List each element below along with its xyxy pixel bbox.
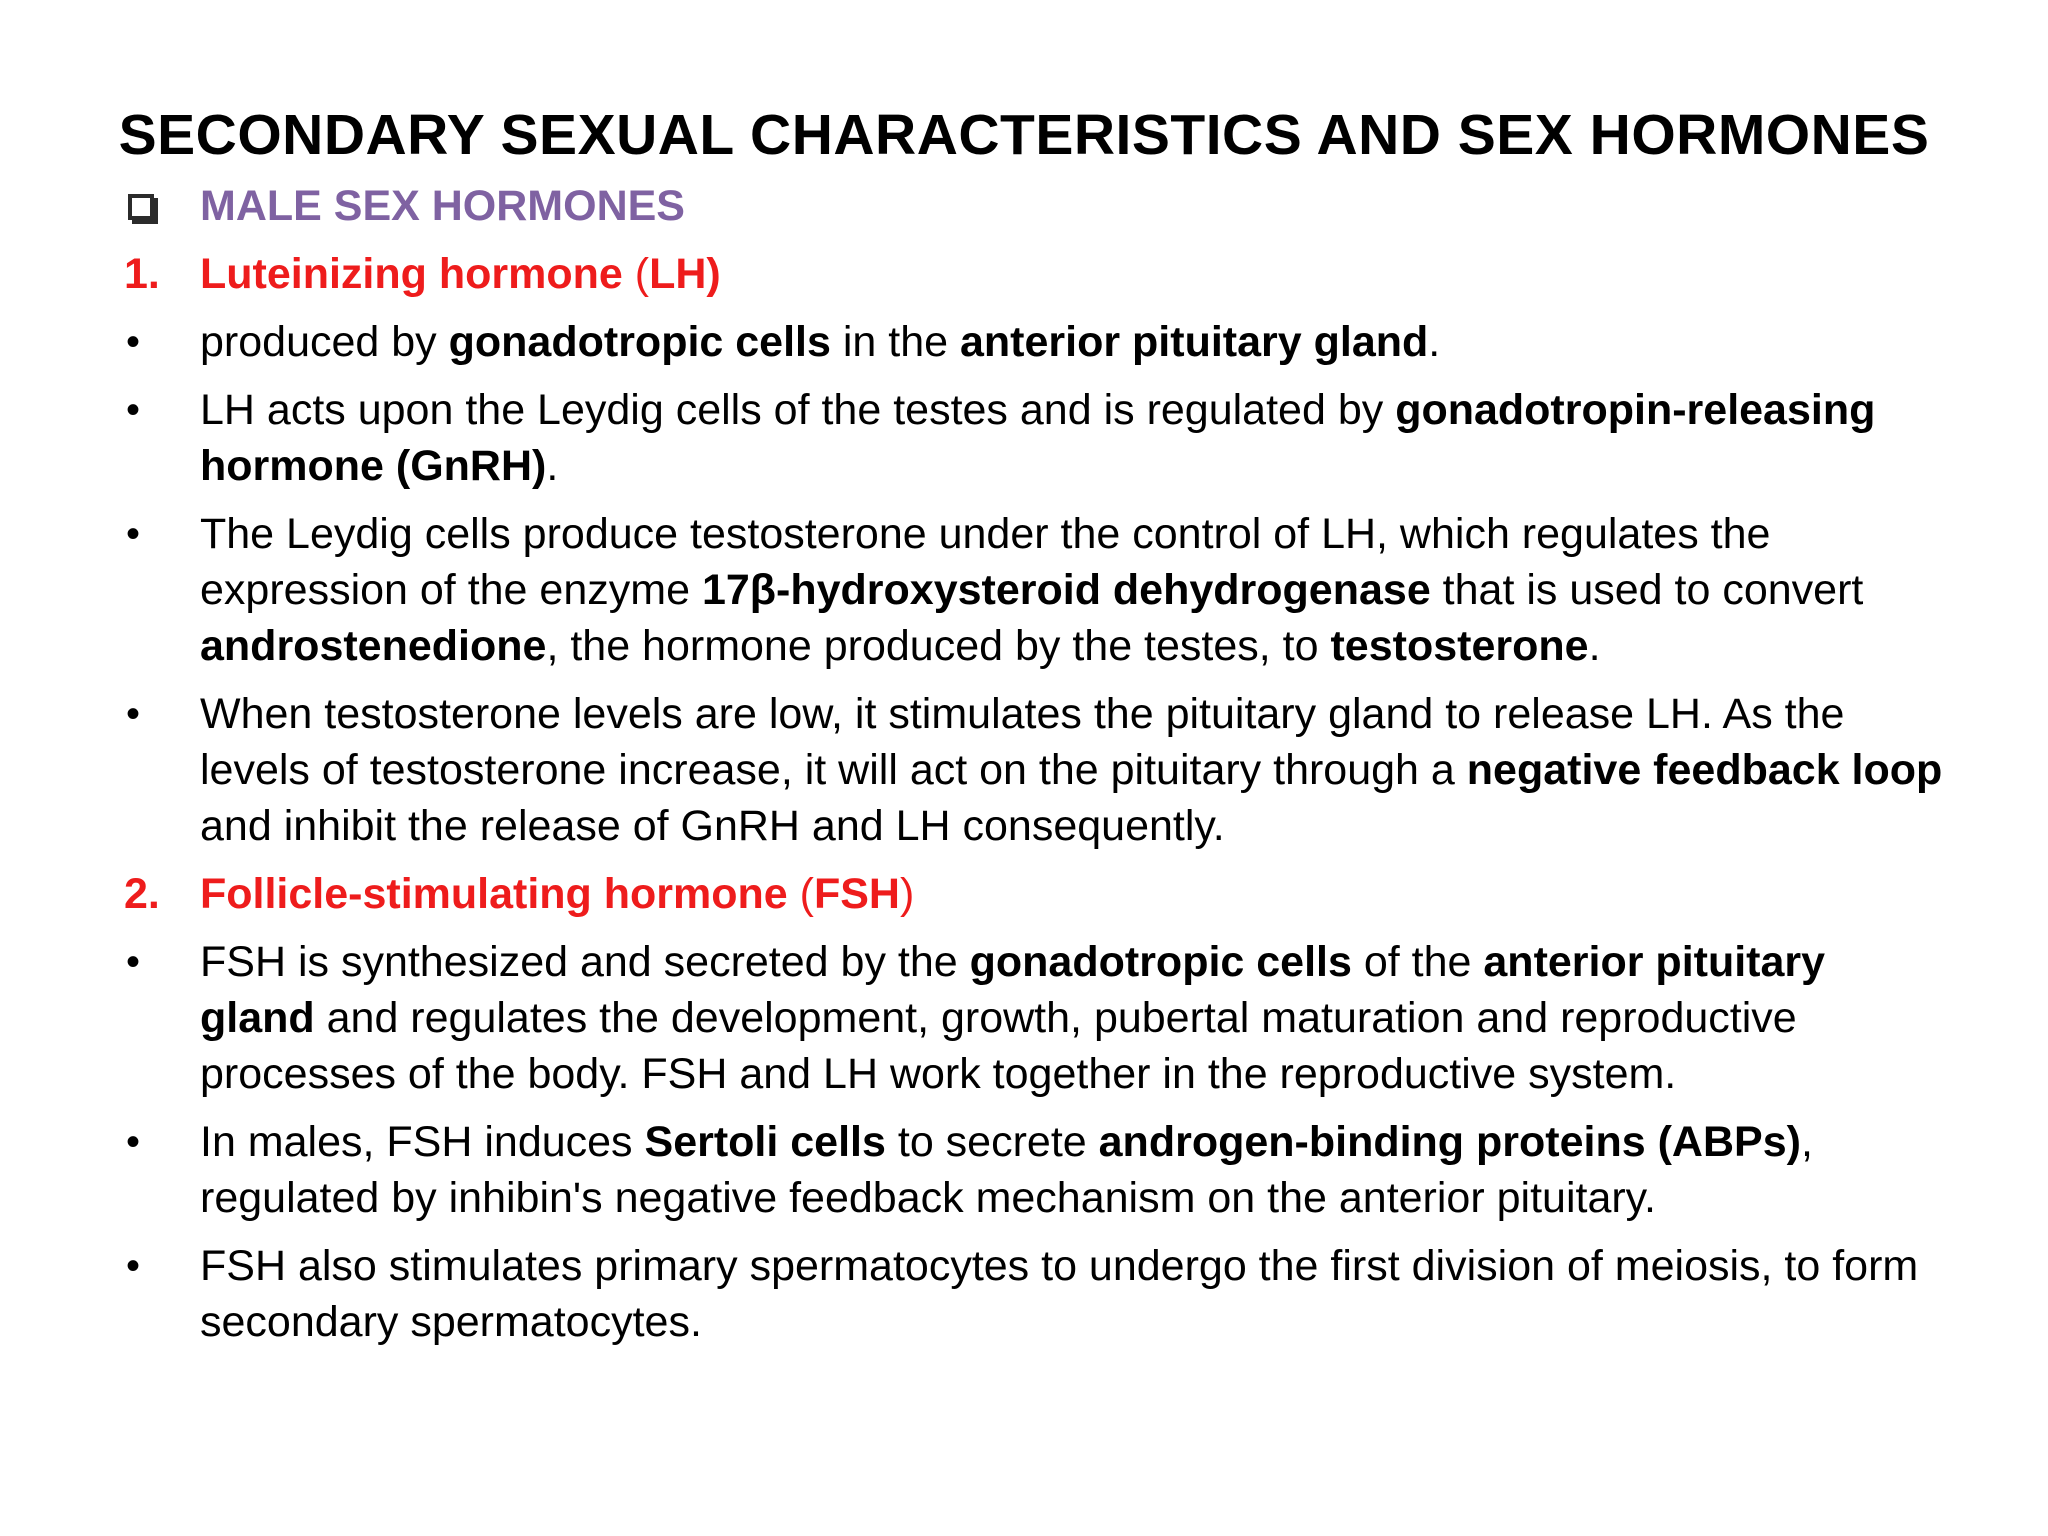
hormone1-number: 1. (124, 250, 160, 298)
bullet-text: and regulates the development, growth, pubertal maturation and reproductive processes of the body. FSH and LH work together in the reproductive system. (200, 994, 1797, 1098)
bullet-bold-text: testosterone (1330, 622, 1589, 670)
bullet-text: . (1588, 622, 1601, 670)
hormone1-name: Luteinizing hormone (200, 250, 635, 298)
section-heading (124, 178, 1944, 234)
hormone2-paren-close: ) (899, 870, 915, 918)
list-item (124, 382, 1944, 494)
bullet-text: produced by (200, 318, 449, 366)
list-item (124, 506, 1944, 674)
bullet-text: LH acts upon the Leydig cells of the testes and is regulated by (200, 386, 1396, 434)
bullet-text: The Leydig cells produce testosterone under the control of LH, which regulates the expression of the enzyme (200, 510, 1771, 614)
bullet-text: of the (1351, 938, 1484, 986)
hormone2-number: 2. (124, 870, 160, 918)
bullet-marker: • (126, 320, 141, 364)
bullet-bold-text: androgen-binding proteins (ABPs) (1098, 1118, 1801, 1166)
bullet-bold-text: 17β-hydroxysteroid dehydrogenase (701, 566, 1431, 614)
bullet-text: , regulated by inhibin's negative feedback mechanism on the anterior pituitary. (200, 1118, 1813, 1222)
hormone2-abbr: FSH (813, 870, 900, 918)
hormone1-abbr: LH (649, 250, 707, 298)
bullet-text: In males, FSH induces (200, 1118, 645, 1166)
bullet-marker: • (126, 1120, 141, 1164)
bullet-bold-text: anterior pituitary gland (200, 938, 1826, 1042)
bullet-text: , the hormone produced by the testes, to (546, 622, 1331, 670)
list-item (124, 934, 1944, 1102)
bullet-bold-text: negative feedback loop (1466, 746, 1943, 794)
list-item (124, 1114, 1944, 1226)
bullet-marker: • (126, 940, 141, 984)
bullet-text: that is used to convert (1430, 566, 1864, 614)
hormone1-paren-close: ) (706, 250, 721, 298)
list-item (124, 314, 1944, 370)
bullet-marker: • (126, 1244, 141, 1288)
bullet-marker: • (126, 512, 141, 556)
bullet-text: FSH is synthesized and secreted by the (200, 938, 970, 986)
hormone1-paren-open: ( (634, 250, 650, 298)
bullet-text: . (1428, 318, 1441, 366)
hormone1-heading (124, 246, 1944, 302)
bullet-bold-text: Sertoli cells (644, 1118, 886, 1166)
bullet-bold-text: gonadotropic cells (969, 938, 1352, 986)
slide-title: SECONDARY SEXUAL CHARACTERISTICS AND SEX HORMONES (118, 103, 1930, 167)
bullet-bold-text: androstenedione (200, 622, 547, 670)
bullet-text: When testosterone levels are low, it stimulates the pituitary gland to release LH. As the levels of testosterone increase, it will act on the pituitary through a (200, 690, 1845, 794)
list-item (124, 1238, 1944, 1350)
bullet-bold-text: gonadotropin-releasing hormone (GnRH) (200, 386, 1876, 490)
bullet-text: in the (830, 318, 960, 366)
bullet-bold-text: gonadotropic cells (448, 318, 831, 366)
hormone2-paren-open: ( (799, 870, 814, 918)
hormone2-heading (124, 866, 1944, 922)
bullet-text: FSH also stimulates primary spermatocytes to undergo the first division of meiosis, to form secondary spermatocytes. (200, 1242, 1919, 1346)
bullet-marker: • (126, 388, 141, 432)
bullet-marker: • (126, 692, 141, 736)
slide-content (124, 178, 1944, 1362)
section-heading-text: MALE SEX HORMONES (200, 182, 685, 230)
checkbox-icon (124, 178, 184, 234)
bullet-text: and inhibit the release of GnRH and LH consequently. (200, 802, 1225, 850)
bullet-text: . (546, 442, 559, 490)
bullet-bold-text: anterior pituitary gland (960, 318, 1429, 366)
list-item (124, 686, 1944, 854)
hormone2-name: Follicle-stimulating hormone (200, 870, 800, 918)
bullet-text: to secrete (885, 1118, 1099, 1166)
